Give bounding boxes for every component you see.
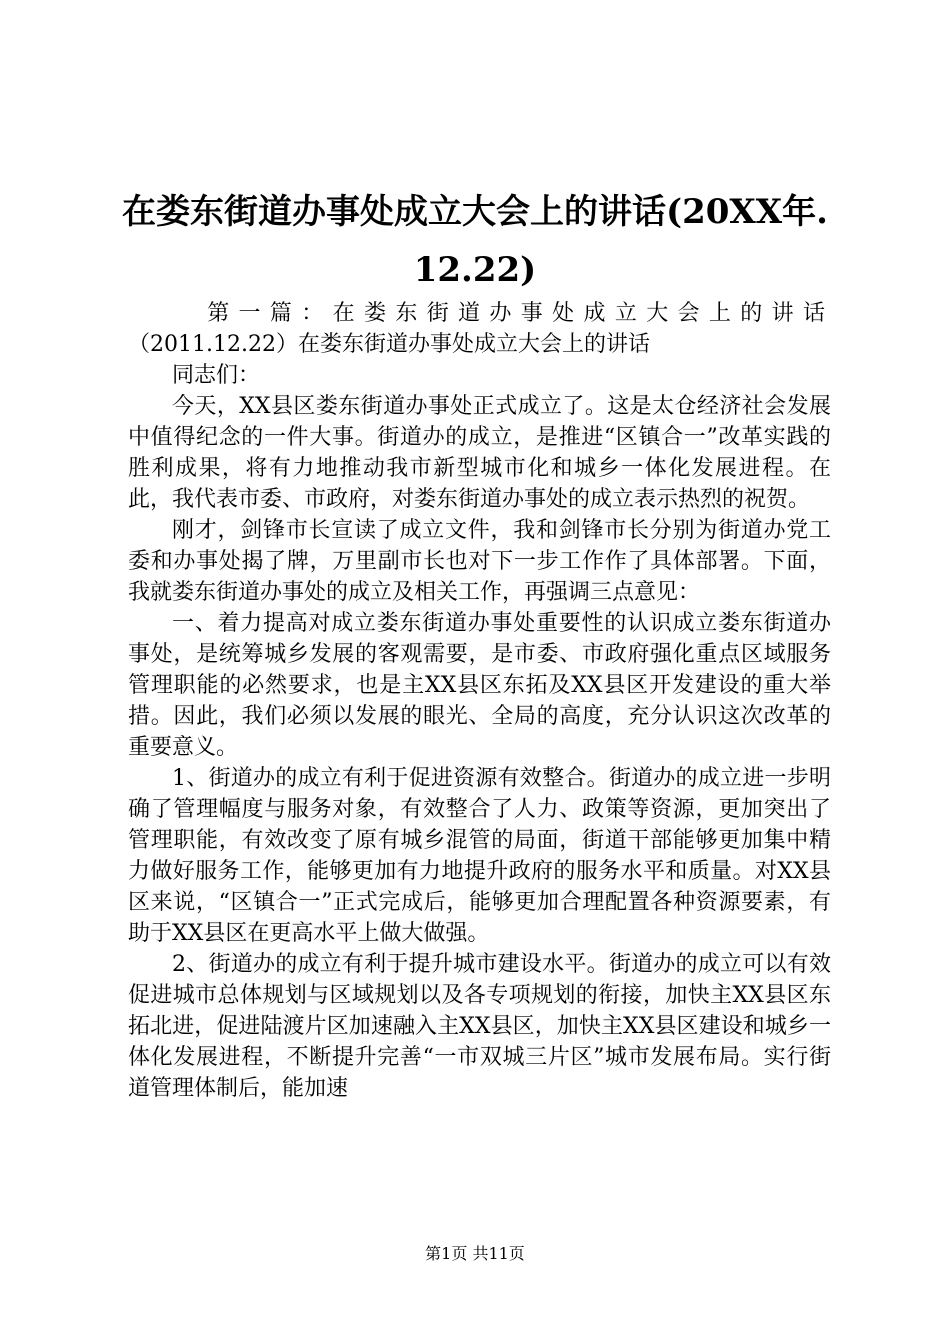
body-paragraph: 1、街道办的成立有利于促进资源有效整合。街道办的成立进一步明确了管理幅度与服务对象，有效整合了人力、政策等资源，更加突出了管理职能，有效改变了原有城乡混管的局面，街道干部能够更加集中精力做好服务工作，能够更加有力地提升政府的服务水平和质量。对XX县区来说，“区镇合一”正式完成后，能够更加合理配置各种资源要素，有助于XX县区在更高水平上做大做强。: [128, 766, 831, 946]
body-paragraph: 一、着力提高对成立娄东街道办事处重要性的认识成立娄东街道办事处，是统筹城乡发展的客观需要，是市委、市政府强化重点区域服务管理职能的必然要求，也是主XX县区东拓及XX县区开发建设的重大举措。因此，我们必须以发展的眼光、全局的高度，充分认识这次改革的重要意义。: [128, 611, 831, 760]
body-paragraph: 今天，XX县区娄东街道办事处正式成立了。这是太仓经济社会发展中值得纪念的一件大事。街道办的成立，是推进“区镇合一”改革实践的胜利成果，将有力地推动我市新型城市化和城乡一体化发展进程。在此，我代表市委、市政府，对娄东街道办事处的成立表示热烈的祝贺。: [128, 394, 831, 512]
page-footer: 第1页 共11页: [425, 1244, 525, 1263]
salutation: 同志们：: [172, 363, 261, 388]
document-body: [128, 298, 831, 1104]
intro-heading: 第一篇：在娄东街道办事处成立大会上的讲话: [207, 301, 831, 326]
document-title-line-1: 在娄东街道办事处成立大会上的讲话(20XX年.: [122, 192, 828, 232]
document-title-line-2: 12.22): [413, 250, 537, 290]
body-paragraph: 2、街道办的成立有利于提升城市建设水平。街道办的成立可以有效促进城市总体规划与区域规划以及各专项规划的衔接，加快主XX县区东拓北进，促进陆渡片区加速融入主XX县区，加快主XX县区建设和城乡一体化发展进程，不断提升完善“一市双城三片区”城市发展布局。实行街道管理体制后，能加速: [128, 952, 831, 1101]
intro-paragraph: [128, 298, 831, 360]
intro-heading-rest: （2011.12.22）在娄东街道办事处成立大会上的讲话: [128, 332, 650, 357]
body-paragraph: 刚才，剑锋市长宣读了成立文件，我和剑锋市长分别为街道办党工委和办事处揭了牌，万里副市长也对下一步工作作了具体部署。下面，我就娄东街道办事处的成立及相关工作，再强调三点意见：: [128, 518, 831, 605]
